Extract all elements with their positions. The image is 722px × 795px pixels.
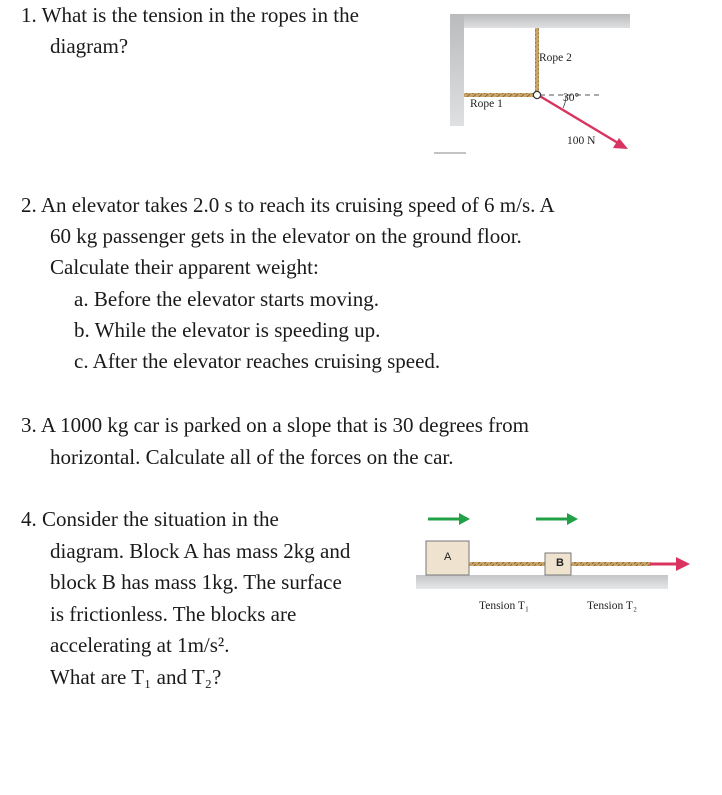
ceiling [450, 14, 630, 28]
q1-line-1: 1. What is the tension in the ropes in the [21, 3, 359, 27]
q2-part-a: a. Before the elevator starts moving. [74, 287, 379, 311]
rope-tension-diagram [430, 10, 640, 160]
force-arrow-head [613, 138, 628, 149]
q4-line-2: diagram. Block A has mass 2kg and [50, 539, 351, 563]
q4-line-1: 4. Consider the situation in the [21, 507, 279, 531]
q2-line-1: 2. An elevator takes 2.0 s to reach its cruising speed of 6 m/s. A [21, 193, 555, 217]
angle-label: 30° [563, 92, 580, 104]
force-label: 100 N [567, 135, 596, 147]
q2-part-b: b. While the elevator is speeding up. [74, 318, 381, 342]
q4-line-6: What are T₁ and T₂? [50, 665, 222, 689]
rope-2-label: Rope 2 [539, 52, 572, 64]
q4-line-5: accelerating at 1m/s². [50, 633, 230, 657]
rope-t1 [469, 562, 545, 566]
q3-line-2: horizontal. Calculate all of the forces on the car. [50, 445, 454, 469]
q4-line-3: block B has mass 1kg. The surface [50, 570, 342, 594]
q2-part-c: c. After the elevator reaches cruising speed. [74, 349, 441, 373]
block-a-label: A [444, 551, 452, 563]
q4-line-4: is frictionless. The blocks are [50, 602, 297, 626]
left-wall [450, 14, 464, 126]
knot [533, 91, 540, 98]
tension-t1-label: Tension T₁ [479, 600, 529, 612]
tension-t2-label: Tension T₂ [587, 600, 637, 612]
blocks-tension-diagram [412, 508, 697, 603]
acceleration-arrow-b-head [567, 513, 578, 525]
frictionless-surface [416, 575, 668, 589]
q1-line-2: diagram? [50, 34, 129, 58]
rope-1 [464, 93, 536, 97]
q2-line-2: 60 kg passenger gets in the elevator on the ground floor. [50, 224, 522, 248]
rope-t2 [571, 562, 651, 566]
q3-line-1: 3. A 1000 kg car is parked on a slope that is 30 degrees from [21, 413, 529, 437]
acceleration-arrow-a-head [459, 513, 470, 525]
rope-1-label: Rope 1 [470, 98, 503, 110]
pull-arrow-head [676, 557, 690, 571]
block-b-label: B [556, 557, 564, 569]
q2-line-3: Calculate their apparent weight: [50, 255, 319, 279]
